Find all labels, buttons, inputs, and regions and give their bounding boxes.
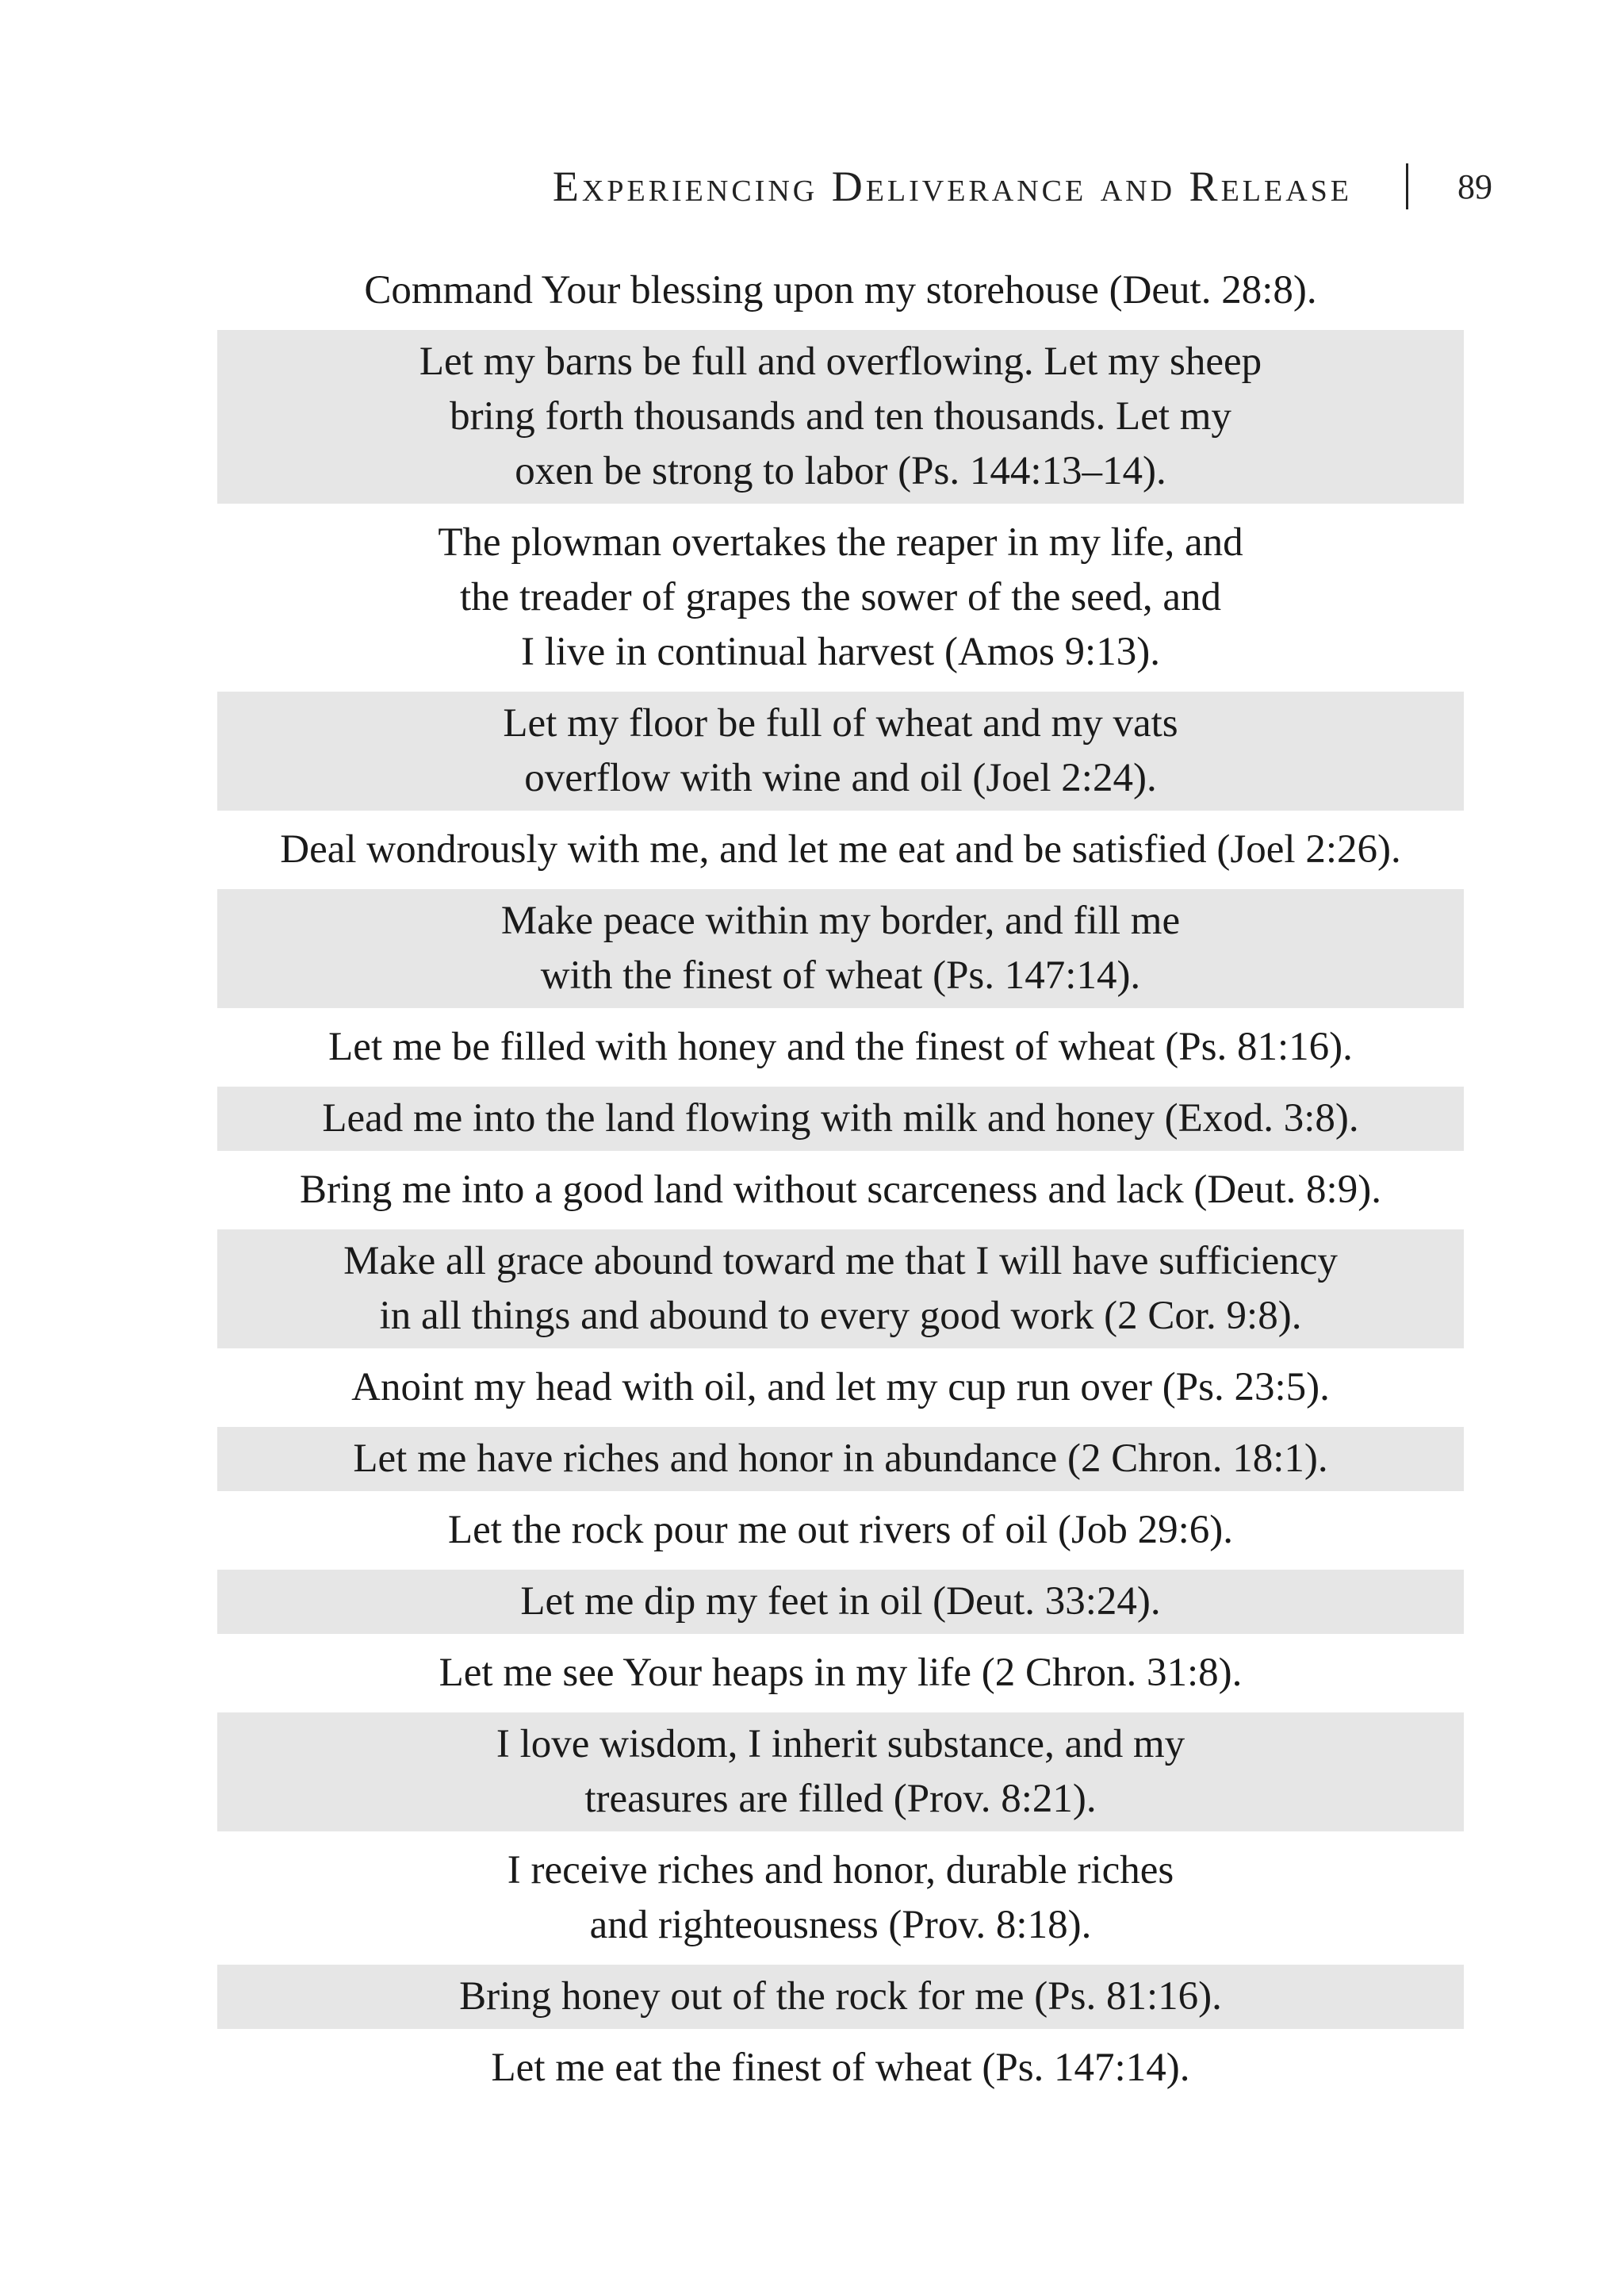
prayer-line: Let me dip my feet in oil (Deut. 33:24). xyxy=(217,1570,1464,1634)
prayer-line: Anoint my head with oil, and let my cup run over (Ps. 23:5). xyxy=(351,1365,1330,1409)
prayer-line: Deal wondrously with me, and let me eat and be satisfied (Joel 2:26). xyxy=(280,827,1401,872)
prayer-line: Command Your blessing upon my storehouse (Deut. 28:8). xyxy=(364,268,1317,313)
prayer-line: Lead me into the land flowing with milk and honey (Exod. 3:8). xyxy=(217,1087,1464,1151)
prayer-line: Bring honey out of the rock for me (Ps. 81:16). xyxy=(217,1965,1464,2029)
prayer-line: The plowman overtakes the reaper in my life, and the treader of grapes the sower of the seed, and I live in continual harvest (Amos 9:13). xyxy=(438,520,1243,674)
prayer-line: Let my floor be full of wheat and my vats overflow with wine and oil (Joel 2:24). xyxy=(217,692,1464,811)
running-title: Experiencing Deliverance and Release xyxy=(552,163,1352,210)
prayer-line: Make all grace abound toward me that I will have sufficiency in all things and abound to every good work (2 Cor. 9:8). xyxy=(217,1229,1464,1348)
prayer-line: Bring me into a good land without scarceness and lack (Deut. 8:9). xyxy=(300,1168,1381,1212)
prayer-line: Let me see Your heaps in my life (2 Chron. 31:8). xyxy=(439,1651,1243,1695)
page-number: 89 xyxy=(1457,167,1492,206)
prayer-line: Let me eat the finest of wheat (Ps. 147:14). xyxy=(491,2046,1190,2090)
prayer-line: I receive riches and honor, durable riches and righteousness (Prov. 8:18). xyxy=(507,1848,1174,1947)
page-header xyxy=(553,159,1492,214)
header-divider xyxy=(1406,163,1408,209)
prayer-list xyxy=(217,259,1464,2107)
prayer-line: Let me be filled with honey and the finest of wheat (Ps. 81:16). xyxy=(328,1025,1353,1069)
prayer-line: I love wisdom, I inherit substance, and my treasures are filled (Prov. 8:21). xyxy=(217,1712,1464,1831)
prayer-line: Make peace within my border, and fill me with the finest of wheat (Ps. 147:14). xyxy=(217,889,1464,1008)
prayer-line: Let me have riches and honor in abundance (2 Chron. 18:1). xyxy=(217,1427,1464,1491)
prayer-line: Let the rock pour me out rivers of oil (Job 29:6). xyxy=(447,1508,1234,1552)
prayer-line: Let my barns be full and overflowing. Let my sheep bring forth thousands and ten thousands. Let my oxen be strong to labor (Ps. 144:13–14). xyxy=(217,330,1464,504)
